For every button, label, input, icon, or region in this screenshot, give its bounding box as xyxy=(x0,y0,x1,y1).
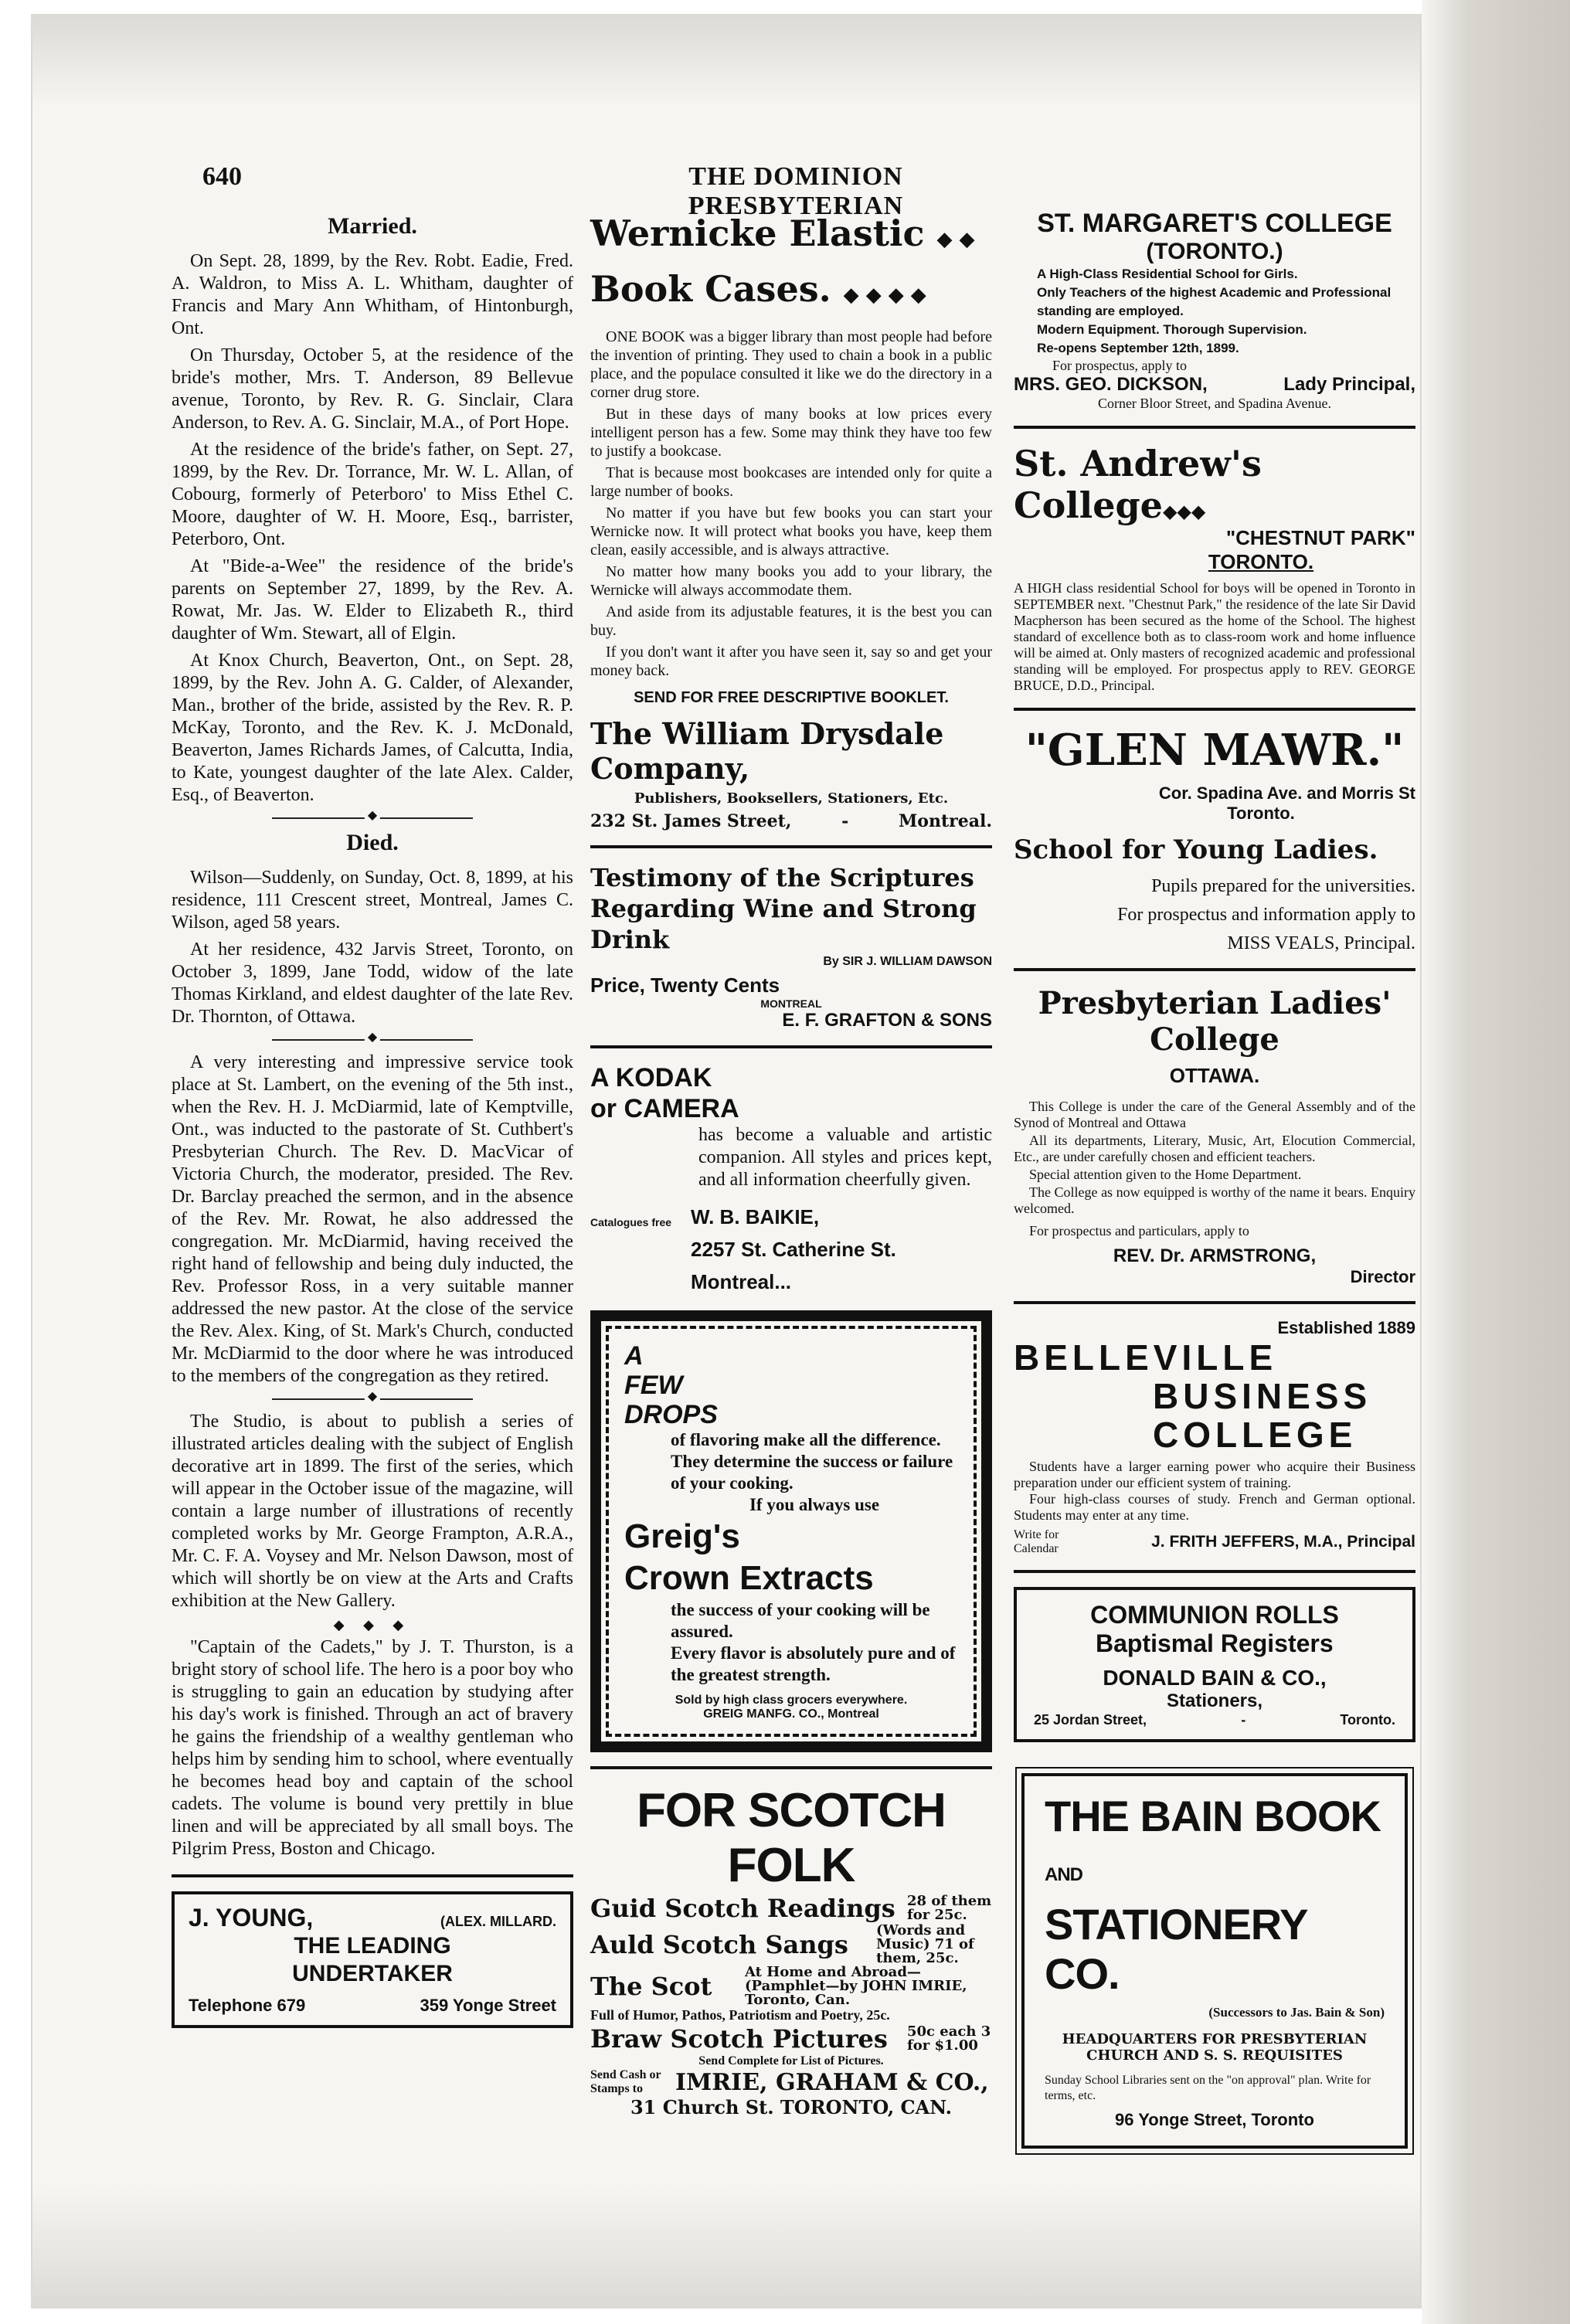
ladies-p4: The College as now equipped is worthy of the name it bears. Enquiry welcomed. xyxy=(1014,1184,1415,1216)
diamond-ornament: ◆ ◆ ◆ xyxy=(333,1617,412,1633)
communion-l1: COMMUNION ROLLS xyxy=(1090,1601,1339,1629)
ladies-role: Director xyxy=(1350,1267,1415,1286)
bain-book-ad xyxy=(1021,1773,1408,2149)
wernicke-ornament: ◆ ◆ xyxy=(936,228,975,251)
married-notice: At the residence of the bride's father, on Sept. 27, 1899, by the Rev. Dr. Torrance, Mr. W. L. Allan, of Cobourg, formerly of Peterboro' to Miss Ethel C. Moore, daughter of W. H. Moore, Esq., barrister, Peterboro, Ont. xyxy=(172,440,573,549)
section-divider xyxy=(272,1039,473,1041)
communion-city: Toronto. xyxy=(1340,1712,1395,1728)
glen-mawr-ad xyxy=(1014,725,1415,954)
belle-established: Established 1889 xyxy=(1277,1318,1415,1337)
page-edge-shadow xyxy=(1422,0,1570,2324)
bain-hq1: HEADQUARTERS FOR PRESBYTERIAN xyxy=(1062,2031,1368,2047)
st-andrews-ad xyxy=(1014,443,1415,694)
testimony-publisher: E. F. GRAFTON & SONS xyxy=(782,1010,992,1031)
belle-w1: BELLEVILLE xyxy=(1014,1337,1278,1378)
wernicke-para: And aside from its adjustable features, it is the best you can buy. xyxy=(590,603,992,639)
kodak-name: W. B. BAIKIE, xyxy=(691,1205,820,1228)
scotch-scot-note: At Home and Abroad—(Pamphlet—by JOHN IMRIE, Toronto, Can. xyxy=(745,1964,967,2008)
greig-brand1: Greig's xyxy=(624,1517,740,1555)
wernicke-para: But in these days of many books at low prices every intelligent person has a few. Some may think they have too few to justify a bookcase. xyxy=(590,406,992,460)
communion-trade: Stationers, xyxy=(1166,1690,1263,1711)
column-rule xyxy=(1014,708,1415,711)
testimony-price: Price, Twenty Cents xyxy=(590,973,780,997)
belle-p2: Four high-class courses of study. French and German optional. Students may enter at any time. xyxy=(1014,1491,1415,1523)
belle-w3: COLLEGE xyxy=(1153,1415,1358,1455)
greig-body4: Every flavor is absolutely pure and of the greatest strength. xyxy=(671,1643,956,1684)
greig-brand2: Crown Extracts xyxy=(624,1559,874,1597)
page-number: 640 xyxy=(202,162,242,191)
st-margarets-ad xyxy=(1014,209,1415,412)
scotch-folk-ad xyxy=(590,1783,992,2118)
kodak-ad xyxy=(590,1062,992,1298)
greig-line2: FEW xyxy=(624,1371,683,1400)
scotch-send: Send Cash or Stamps to xyxy=(590,2068,661,2095)
married-heading: Married. xyxy=(328,213,417,239)
column-rule xyxy=(590,845,992,848)
margaret-principal: MRS. GEO. DICKSON, xyxy=(1014,374,1208,395)
glen-title: "GLEN MAWR." xyxy=(1025,725,1405,776)
wernicke-para: No matter if you have but few books you can start your Wernicke now. It will protect what books you have, keep them clean, easily accessible, and is always attractive. xyxy=(590,505,992,559)
death-notice: At her residence, 432 Jarvis Street, Toronto, on October 3, 1899, Jane Todd, widow of the late Thomas Kirkland, and eldest daughter of the late Rev. Dr. Thornton, of Ottawa. xyxy=(172,939,573,1027)
wernicke-para: No matter how many books you add to your library, the Wernicke will always accommodate them. xyxy=(590,563,992,599)
scotch-address: 31 Church St. TORONTO, CAN. xyxy=(630,2096,953,2118)
margaret-l3: Modern Equipment. Thorough Supervision. xyxy=(1037,322,1307,337)
margaret-city: (TORONTO.) xyxy=(1146,239,1283,264)
greig-maker: GREIG MANFG. CO., Montreal xyxy=(703,1707,879,1721)
drysdale-trades: Publishers, Booksellers, Stationers, Etc. xyxy=(634,790,949,807)
section-divider xyxy=(272,817,473,819)
section-divider xyxy=(272,1398,473,1400)
young-alex: (ALEX. MILLARD. xyxy=(440,1914,556,1929)
young-undertaker-ad xyxy=(172,1891,573,2028)
married-notice: At "Bide-a-Wee" the residence of the bride's parents on September 27, 1899, by the Rev. A. Rowat, Mr. Jas. W. Elder to Elizabeth R., third daughter of Wm. Stewart, all of Elgin. xyxy=(172,556,573,644)
testimony-author: By SIR J. WILLIAM DAWSON xyxy=(823,955,992,968)
glen-principal: MISS VEALS, Principal. xyxy=(1227,933,1415,953)
column-right xyxy=(1014,209,1415,2156)
column-rule xyxy=(1014,1301,1415,1304)
kodak-address: 2257 St. Catherine St. xyxy=(691,1238,896,1261)
andrew-ornament: ◆◆◆ xyxy=(1162,500,1206,522)
glen-l1: Pupils prepared for the universities. xyxy=(1151,876,1415,896)
ladies-city: OTTAWA. xyxy=(1169,1064,1260,1087)
scotch-readings-note: 28 of them for 25c. xyxy=(907,1893,992,1923)
scotch-title: FOR SCOTCH FOLK xyxy=(637,1784,946,1892)
ladies-p5: For prospectus and particulars, apply to xyxy=(1029,1223,1249,1238)
young-phone: Telephone 679 xyxy=(189,1996,306,2015)
young-address: 359 Yonge Street xyxy=(420,1996,556,2015)
died-heading: Died. xyxy=(346,830,399,855)
wernicke-para: ONE BOOK was a bigger library than most people had before the invention of printing. They used to chain a book in a public place, and the populace consulted it like we do the directory in a corner drug store. xyxy=(590,328,992,401)
wernicke-para: If you don't want it after you have seen it, say so and get your money back. xyxy=(590,644,992,679)
kodak-title2: or CAMERA xyxy=(590,1094,739,1123)
greig-line1: A xyxy=(624,1341,644,1371)
communion-dash: - xyxy=(1241,1712,1246,1728)
belle-principal: J. FRITH JEFFERS, M.A., Principal xyxy=(1151,1533,1415,1551)
column-rule xyxy=(1014,1570,1415,1573)
margaret-title: ST. MARGARET'S COLLEGE xyxy=(1037,209,1392,238)
death-notice: Wilson—Suddenly, on Sunday, Oct. 8, 1899, at his residence, 111 Crescent street, Montreal, James C. Wilson, aged 58 years. xyxy=(172,868,573,933)
wernicke-ad xyxy=(590,209,992,831)
glen-l2: For prospectus and information apply to xyxy=(1117,905,1415,925)
greig-extracts-ad xyxy=(590,1310,992,1752)
margaret-corner: Corner Bloor Street, and Spadina Avenue. xyxy=(1097,396,1332,411)
wernicke-ornament: ◆ ◆ ◆ ◆ xyxy=(843,284,926,307)
young-line1: THE LEADING xyxy=(294,1933,451,1959)
glen-address: Cor. Spadina Ave. and Morris St xyxy=(1158,783,1415,803)
column-rule xyxy=(1014,968,1415,971)
induction-article: A very interesting and impressive service took place at St. Lambert, on the evening of the 5th inst., when the Rev. H. J. McDiarmid, late of Kemptville, Ont., was inducted to the pastorate of St. Cuthbert's Presbyterian Church. The Rev. D. MacVicar of Victoria Church, the moderator, presided. The Rev. Dr. Barclay preached the sermon, and in the absence of the Rev. Mr. Rowat, he also addressed the congregation. Mr. McDiarmid, having received the right hand of fellowship and being duly inducted, the Rev. Professor Ross, in a very suitable manner addressed the new pastor. At the close of the service the Rev. Alex. King, of St. Mark's Church, conducted Mr. McDiarmid to the door where he was introduced to the members of the congregation as they retired. xyxy=(172,1052,573,1386)
andrew-body: A HIGH class residential School for boys will be opened in Toronto in SEPTEMBER next. "Chestnut Park," the residence of the late Sir David Macpherson has been secured as the home of the School. The highest standard of excellence both as to class-room work and home influence will be aimed at. Only masters of recognized academic and professional standing will be employed. For prospectus apply to REV. GEORGE BRUCE, D.D., Principal. xyxy=(1014,580,1415,693)
communion-street: 25 Jordan Street, xyxy=(1034,1712,1147,1728)
young-line2: UNDERTAKER xyxy=(292,1961,453,1986)
ladies-p1: This College is under the care of the General Assembly and of the Synod of Montreal and Ottawa xyxy=(1014,1099,1415,1130)
andrew-sub1: "CHESTNUT PARK" xyxy=(1225,526,1415,549)
ladies-title: Presbyterian Ladies' College xyxy=(1038,985,1392,1058)
glen-city: Toronto. xyxy=(1227,804,1295,823)
greig-body1: of flavoring make all the difference. They determine the success or failure of your cooking. xyxy=(671,1430,953,1493)
scotch-pictures: Braw Scotch Pictures xyxy=(590,2024,888,2054)
wernicke-booklet: SEND FOR FREE DESCRIPTIVE BOOKLET. xyxy=(634,689,949,706)
communion-l2: Baptismal Registers xyxy=(1096,1629,1334,1657)
bain-hq2: CHURCH AND S. S. REQUISITES xyxy=(1086,2047,1343,2064)
scotch-readings: Guid Scotch Readings xyxy=(590,1894,895,1923)
scotch-firm: IMRIE, GRAHAM & CO., xyxy=(675,2068,989,2096)
column-rule xyxy=(590,1766,992,1769)
margaret-l5: For prospectus, apply to xyxy=(1052,358,1187,373)
column-middle xyxy=(590,209,992,2118)
column-rule xyxy=(172,1874,573,1877)
greig-line3: DROPS xyxy=(624,1400,718,1429)
bain-address: 96 Yonge Street, Toronto xyxy=(1115,2110,1314,2129)
kodak-city: Montreal... xyxy=(691,1270,792,1293)
kodak-body: has become a valuable and artistic companion. All styles and prices kept, and all information cheerfully given. xyxy=(698,1125,992,1190)
belle-w2: BUSINESS xyxy=(1153,1376,1372,1416)
greig-body2: If you always use xyxy=(749,1495,880,1514)
bain-and: AND xyxy=(1045,1864,1082,1885)
glen-school: School for Young Ladies. xyxy=(1014,834,1378,865)
testimony-title: Testimony of the Scriptures Regarding Wine and Strong Drink xyxy=(590,863,977,954)
drysdale-company: The William Drysdale Company, xyxy=(590,716,944,786)
column-rule xyxy=(590,1045,992,1048)
married-notice: At Knox Church, Beaverton, Ont., on Sept. 28, 1899, by the Rev. John A. G. Calder, of Alexander, Man., brother of the bride, assisted by the Rev. R. P. McKay, Toronto, and the Rev. K. J. McDonald, Beaverton, James Richards James, of Calcutta, India, to Kate, youngest daughter of the late Alex. Calder, Esq., of Beaverton. xyxy=(172,651,573,805)
margaret-l2: Only Teachers of the highest Academic and Professional standing are employed. xyxy=(1037,285,1392,318)
scotch-scot: The Scot xyxy=(590,1972,712,2001)
wernicke-para: That is because most bookcases are intended only for quite a large number of books. xyxy=(590,464,992,500)
andrew-sub2: TORONTO. xyxy=(1208,550,1314,573)
margaret-l1: A High-Class Residential School for Girls. xyxy=(1037,267,1298,281)
drysdale-city: Montreal. xyxy=(898,811,992,831)
ladies-name: REV. Dr. ARMSTRONG, xyxy=(1113,1245,1317,1266)
ladies-p2: All its departments, Literary, Music, Art, Elocution Commercial, Etc., are under carefully chosen and efficient teachers. xyxy=(1014,1133,1415,1164)
studio-article: The Studio, is about to publish a series of illustrated articles dealing with the subject of English decorative art in 1899. The first of the series, which will appear in the October issue of the magazine, will contain a large number of illustrations of recently completed works by Mr. George Frampton, A.R.A., Mr. C. F. A. Voysey and Mr. Nelson Dawson, most of which will shortly be on view at the Arts and Crafts exhibition at the New Gallery. xyxy=(172,1412,573,1611)
scotch-sangs: Auld Scotch Sangs xyxy=(590,1930,848,1959)
scotch-pictures-note: 50c each 3 for $1.00 xyxy=(907,2023,991,2054)
wernicke-title2: Book Cases. xyxy=(590,268,831,310)
married-notice: On Thursday, October 5, at the residence of the bride's mother, Mrs. T. Anderson, 89 Bellevue avenue, Toronto, by Rev. R. G. Sinclair, Clara Anderson, to Rev. A. G. Sinclair, M.A., of Port Hope. xyxy=(172,345,573,433)
married-notice: On Sept. 28, 1899, by the Rev. Robt. Eadie, Fred. A. Waldron, to Miss A. L. Whitham, daughter of Francis and Mary Ann Whitham, of Hintonburgh, Ont. xyxy=(172,251,573,338)
kodak-title1: A KODAK xyxy=(590,1063,712,1092)
scotch-sangs-note: (Words and Music) 71 of them, 25c. xyxy=(876,1922,974,1966)
belleville-ad xyxy=(1014,1318,1415,1556)
young-name: J. YOUNG, xyxy=(189,1904,314,1932)
scotch-scot-desc: Full of Humor, Pathos, Patriotism and Poetry, 25c. xyxy=(590,2007,890,2023)
kodak-catalogues: Catalogues free xyxy=(590,1216,672,1228)
margaret-role: Lady Principal, xyxy=(1283,374,1415,395)
running-head: THE DOMINION PRESBYTERIAN xyxy=(688,162,904,220)
bain-title1: THE BAIN BOOK xyxy=(1045,1792,1381,1840)
margaret-l4: Re-opens September 12th, 1899. xyxy=(1037,341,1239,355)
drysdale-dash: - xyxy=(841,811,849,831)
testimony-city: MONTREAL xyxy=(760,997,822,1010)
drysdale-street: 232 St. James Street, xyxy=(590,811,792,831)
andrew-title: St. Andrew's College xyxy=(1014,443,1262,526)
column-left xyxy=(172,209,573,2028)
cadets-review: "Captain of the Cadets," by J. T. Thurston, is a bright story of school life. The hero is a poor boy who is struggling to gain an education by studying after his day's work is finished. Through an act of bravery he gains the friendship of a wealthy gentleman who helps him by sending him to school, where eventually he becomes head boy and captain of the school cadets. The volume is bound very prettily in blue linen and will be appreciated by all small boys. The Pilgrim Press, Boston and Chicago. xyxy=(172,1637,573,1859)
belle-write: Write for Calendar xyxy=(1014,1528,1059,1555)
scotch-pictures-desc: Send Complete for List of Pictures. xyxy=(698,2054,884,2067)
communion-firm: DONALD BAIN & CO., xyxy=(1103,1666,1327,1690)
column-rule xyxy=(1014,426,1415,429)
belle-p1: Students have a larger earning power who acquire their Business preparation under our efficient system of training. xyxy=(1014,1459,1415,1490)
ladies-p3: Special attention given to the Home Department. xyxy=(1029,1167,1302,1182)
presbyterian-ladies-ad xyxy=(1014,985,1415,1287)
communion-rolls-ad xyxy=(1014,1587,1415,1742)
bain-ss: Sunday School Libraries sent on the "on approval" plan. Write for terms, etc. xyxy=(1045,2074,1371,2102)
wernicke-title1: Wernicke Elastic xyxy=(590,212,925,254)
bain-title2: STATIONERY CO. xyxy=(1045,1900,1307,1998)
greig-body3: the success of your cooking will be assured. xyxy=(671,1600,930,1641)
greig-sold: Sold by high class grocers everywhere. xyxy=(675,1694,908,1707)
testimony-ad xyxy=(590,862,992,1031)
bain-successors: (Successors to Jas. Bain & Son) xyxy=(1208,2005,1385,2020)
